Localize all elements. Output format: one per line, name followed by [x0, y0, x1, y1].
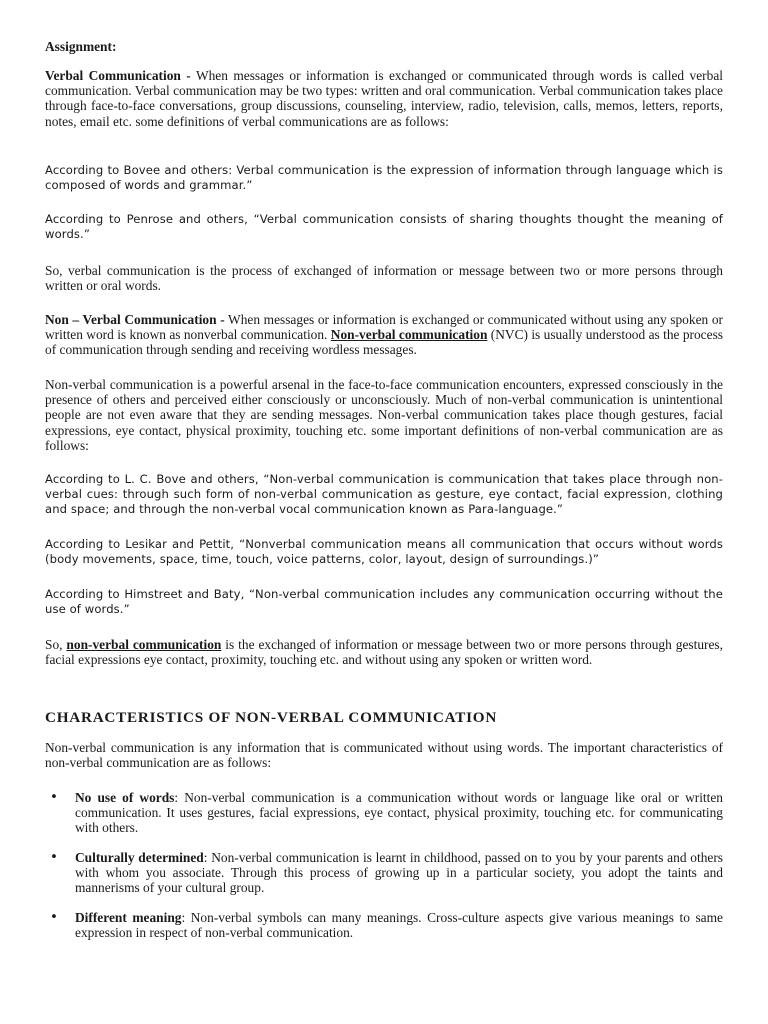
penrose-definition: According to Penrose and others, “Verbal communication consists of sharing thoughts thought the meaning of words.”: [45, 212, 723, 242]
nonverbal-communication-link[interactable]: Non-verbal communication: [330, 327, 488, 343]
list-item-text: : Non-verbal symbols can many meanings. Cross-culture aspects give various meanings to same expression in respect of non-verbal communication.: [75, 910, 723, 941]
verbal-communication-term: Verbal Communication -: [45, 68, 191, 83]
nonverbal-summary-a: So,: [45, 637, 67, 652]
bovee-definition: According to Bovee and others: Verbal communication is the expression of information through language which is composed of words and grammar.”: [45, 163, 723, 193]
verbal-communication-text: When messages or information is exchanged or communicated through words is called verbal communication. Verbal communication may be two types: written and oral communication. Verbal communication takes place through face-to-face conversations, group discussions, counseling, interview, radio, television, calls, memos, letters, reports, notes, email etc. some definitions of verbal communications are as follows:: [45, 68, 723, 129]
verbal-summary: So, verbal communication is the process of exchanged of information or message between two or more persons through written or oral words.: [45, 263, 723, 294]
nonverbal-arsenal-paragraph: Non-verbal communication is a powerful arsenal in the face-to-face communication encounters, expressed consciously in the presence of others and perceived either consciously or unconsciously. Much of non-verbal communication is unintentional people are not even aware that they are sending messages. Non-verbal communication takes place though gestures, facial expressions, eye contact, physical proximity, touching etc. some important definitions of non-verbal communication are as follows:: [45, 377, 723, 453]
list-item: [75, 910, 723, 940]
himstreet-definition: According to Himstreet and Baty, “Non-verbal communication includes any communication occurring without the use of words.”: [45, 587, 723, 617]
nonverbal-communication-paragraph: [45, 312, 723, 358]
list-item-text: : Non-verbal communication is a communication without words or language like oral or written communication. It uses gestures, facial expressions, eye contact, physical proximity, touching etc. for communicating with others.: [75, 790, 724, 836]
nonverbal-text-b: (NVC) is usually understood as the process of communication through sending and receiving wordless messages.: [45, 327, 723, 358]
bullet-icon: •: [50, 850, 58, 865]
characteristics-heading: CHARACTERISTICS OF NON-VERBAL COMMUNICATION: [45, 709, 498, 726]
list-item-term: No use of words: [75, 790, 175, 805]
bullet-icon: •: [50, 910, 58, 925]
nonverbal-summary-link[interactable]: non-verbal communication: [66, 637, 222, 652]
bove-definition: According to L. C. Bove and others, “Non-verbal communication is communication that takes place through non-verbal cues: through such form of non-verbal communication as gesture, eye contact, facial expression, clothing and space; and through the non-verbal vocal communication known as Para-language.”: [45, 472, 723, 517]
list-item-text: : Non-verbal communication is learnt in childhood, passed on to you by your parents and others with whom you associate. Through this process of growing up in a particular society, you adopt the taints and mannerisms of your cultural group.: [75, 850, 723, 896]
nonverbal-text-a: When messages or information is exchanged or communicated without using any spoken or written word is known as nonverbal communication.: [45, 312, 723, 343]
nonverbal-summary-b: is the exchanged of information or message between two or more persons through gestures, facial expressions eye contact, proximity, touching etc. and without using any spoken or written word.: [45, 637, 723, 668]
nonverbal-summary: [45, 637, 723, 667]
nonverbal-communication-term: Non – Verbal Communication -: [45, 312, 225, 327]
list-item: [75, 850, 723, 896]
assignment-label: Assignment:: [45, 39, 117, 54]
bullet-icon: •: [50, 790, 58, 805]
list-item: [75, 790, 723, 836]
characteristics-intro: Non-verbal communication is any information that is communicated without using words. The important characteristics of non-verbal communication are as follows:: [45, 740, 723, 771]
list-item-term: Culturally determined: [75, 850, 204, 865]
lesikar-definition: According to Lesikar and Pettit, “Nonverbal communication means all communication that occurs without words (body movements, space, time, touch, voice patterns, color, layout, design of surroundings.)”: [45, 537, 723, 567]
list-item-term: Different meaning: [75, 910, 182, 925]
verbal-communication-paragraph: [45, 68, 723, 129]
